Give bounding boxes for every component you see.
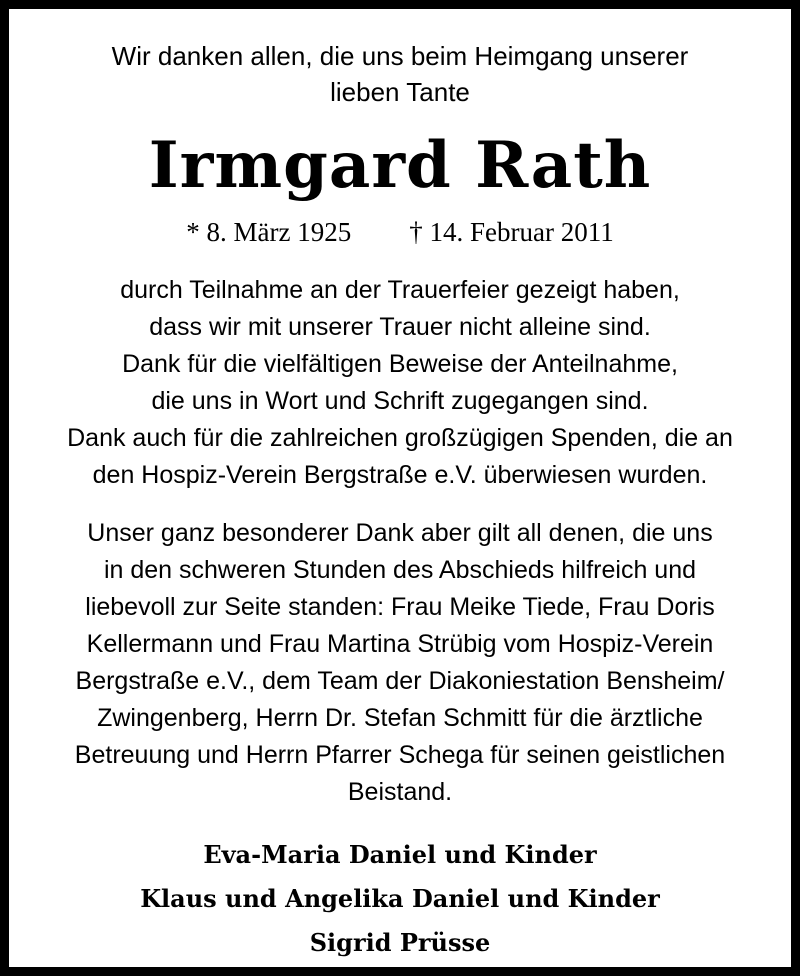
intro-text (18, 38, 782, 110)
thanks-paragraph (18, 272, 782, 494)
intro-line: Wir danken allen, die uns beim Heimgang unserer (111, 41, 689, 71)
paragraph-line: Dank für die vielfältigen Beweise der Anteilnahme, (122, 350, 678, 378)
signer-name: Klaus und Angelika Daniel und Kinder (140, 884, 660, 913)
signer-name: Eva-Maria Daniel und Kinder (203, 840, 597, 869)
deceased-name: Irmgard Rath (148, 128, 652, 203)
paragraph-line: die uns in Wort und Schrift zugegangen sind. (151, 387, 649, 415)
paragraph-line: Unser ganz besonderer Dank aber gilt all denen, die uns (87, 519, 713, 547)
signer-name: Sigrid Prüsse (309, 928, 491, 957)
paragraph-line: den Hospiz-Verein Bergstraße e.V. überwiesen wurden. (92, 461, 708, 489)
paragraph-line: dass wir mit unserer Trauer nicht alleine sind. (149, 313, 651, 341)
life-dates (18, 214, 782, 250)
paragraph-line: liebevoll zur Seite standen: Frau Meike Tiede, Frau Doris (85, 593, 715, 621)
paragraph-line: durch Teilnahme an der Trauerfeier gezeigt haben, (120, 276, 680, 304)
intro-line: lieben Tante (330, 77, 470, 107)
paragraph-line: Kellermann und Frau Martina Strübig vom Hospiz-Verein (86, 630, 714, 658)
paragraph-line: Beistand. (347, 778, 453, 806)
paragraph-line: Zwingenberg, Herrn Dr. Stefan Schmitt für die ärztliche (97, 704, 703, 732)
paragraph-line: in den schweren Stunden des Abschieds hilfreich und (103, 556, 697, 584)
signers-block (18, 833, 782, 965)
death-date: † 14. Februar 2011 (409, 217, 614, 247)
special-thanks-paragraph (18, 515, 782, 811)
birth-date: * 8. März 1925 (186, 217, 352, 247)
paragraph-line: Bergstraße e.V., dem Team der Diakoniestation Bensheim/ (75, 667, 725, 695)
paragraph-line: Dank auch für die zahlreichen großzügigen Spenden, die an (67, 424, 733, 452)
paragraph-line: Betreuung und Herrn Pfarrer Schega für seinen geistlichen (74, 741, 726, 769)
notice-content (18, 18, 782, 958)
